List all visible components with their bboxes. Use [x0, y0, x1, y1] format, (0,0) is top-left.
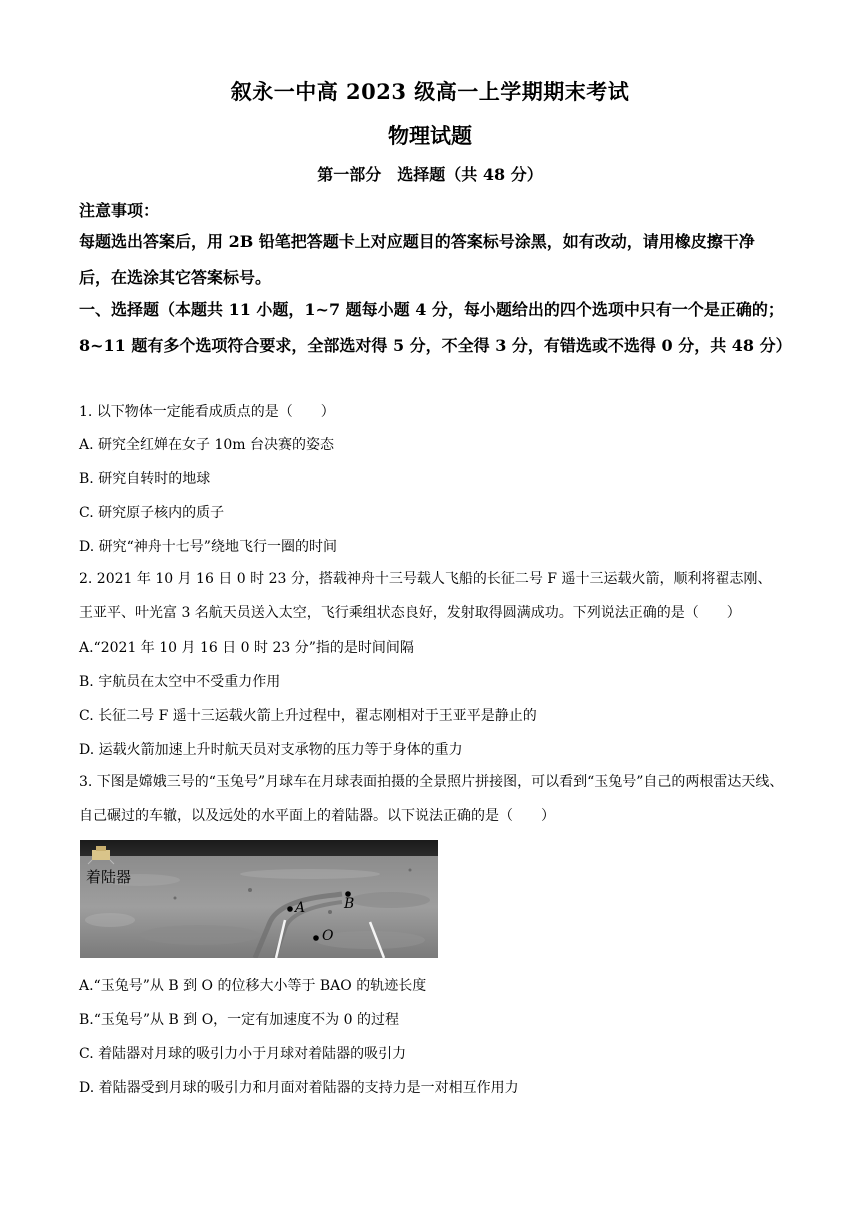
section-heading: 一、选择题（本题共 11 小题，1~7 题每小题 4 分，每小题给出的四个选项中只有一个是正确的；8~11 题有多个选项符合要求，全部选对得 5 分，不全得 3 分，有错选或不选得 0 分，共 48 分） [79, 300, 792, 355]
question-1-stem: 1. 以下物体一定能看成质点的是（ ） [79, 404, 335, 420]
exam-title: 叙永一中高 2023 级高一上学期期末考试 [230, 79, 630, 104]
subject-title: 物理试题 [388, 123, 472, 148]
lander-label: 着陆器 [86, 868, 132, 886]
point-o-marker [313, 935, 319, 941]
notice-heading: 注意事项： [79, 201, 160, 220]
question-3-option-d: D. 着陆器受到月球的吸引力和月面对着陆器的支持力是一对相互作用力 [79, 1080, 519, 1096]
question-2-option-b: B. 宇航员在太空中不受重力作用 [79, 674, 281, 690]
sky-band [80, 840, 438, 858]
point-o-label: O [322, 928, 334, 944]
question-1-option-c: C. 研究原子核内的质子 [79, 505, 225, 521]
point-a-marker [287, 906, 293, 912]
question-2-stem: 2. 2021 年 10 月 16 日 0 时 23 分，搭载神舟十三号载人飞船的长征二号 F 遥十三运载火箭，顺利将翟志刚、王亚平、叶光富 3 名航天员送入太空，飞行乘组状态良好，发射取得圆满成功。下列说法正确的是（ ） [79, 571, 772, 621]
question-3-option-b: B.“玉兔号”从 B 到 O，一定有加速度不为 0 的过程 [79, 1012, 399, 1028]
question-2-option-a: A.“2021 年 10 月 16 日 0 时 23 分”指的是时间间隔 [79, 640, 414, 656]
lunar-panorama-figure [80, 840, 438, 958]
point-a-label: A [295, 900, 306, 916]
question-2-option-d: D. 运载火箭加速上升时航天员对支承物的压力等于身体的重力 [79, 742, 463, 758]
question-1-option-d: D. 研究“神舟十七号”绕地飞行一圈的时间 [79, 539, 337, 555]
point-b-label: B [344, 896, 355, 912]
question-3-option-c: C. 着陆器对月球的吸引力小于月球对着陆器的吸引力 [79, 1046, 407, 1062]
part-title: 第一部分 选择题（共 48 分） [317, 165, 543, 184]
question-2-option-c: C. 长征二号 F 遥十三运载火箭上升过程中，翟志刚相对于王亚平是静止的 [79, 708, 537, 724]
question-1-option-a: A. 研究全红婵在女子 10m 台决赛的姿态 [79, 437, 335, 453]
question-3-option-a: A.“玉兔号”从 B 到 O 的位移大小等于 BAO 的轨迹长度 [79, 978, 427, 994]
question-1-option-b: B. 研究自转时的地球 [79, 471, 211, 487]
question-3-stem: 3. 下图是嫦娥三号的“玉兔号”月球车在月球表面拍摄的全景照片拼接图，可以看到“玉兔号”自己的两根雷达天线、自己碾过的车辙，以及远处的水平面上的着陆器。以下说法正确的是（ ） [79, 774, 784, 824]
notice-body: 每题选出答案后，用 2B 铅笔把答题卡上对应题目的答案标号涂黑，如有改动，请用橡皮擦干净后，在选涂其它答案标号。 [79, 232, 755, 287]
